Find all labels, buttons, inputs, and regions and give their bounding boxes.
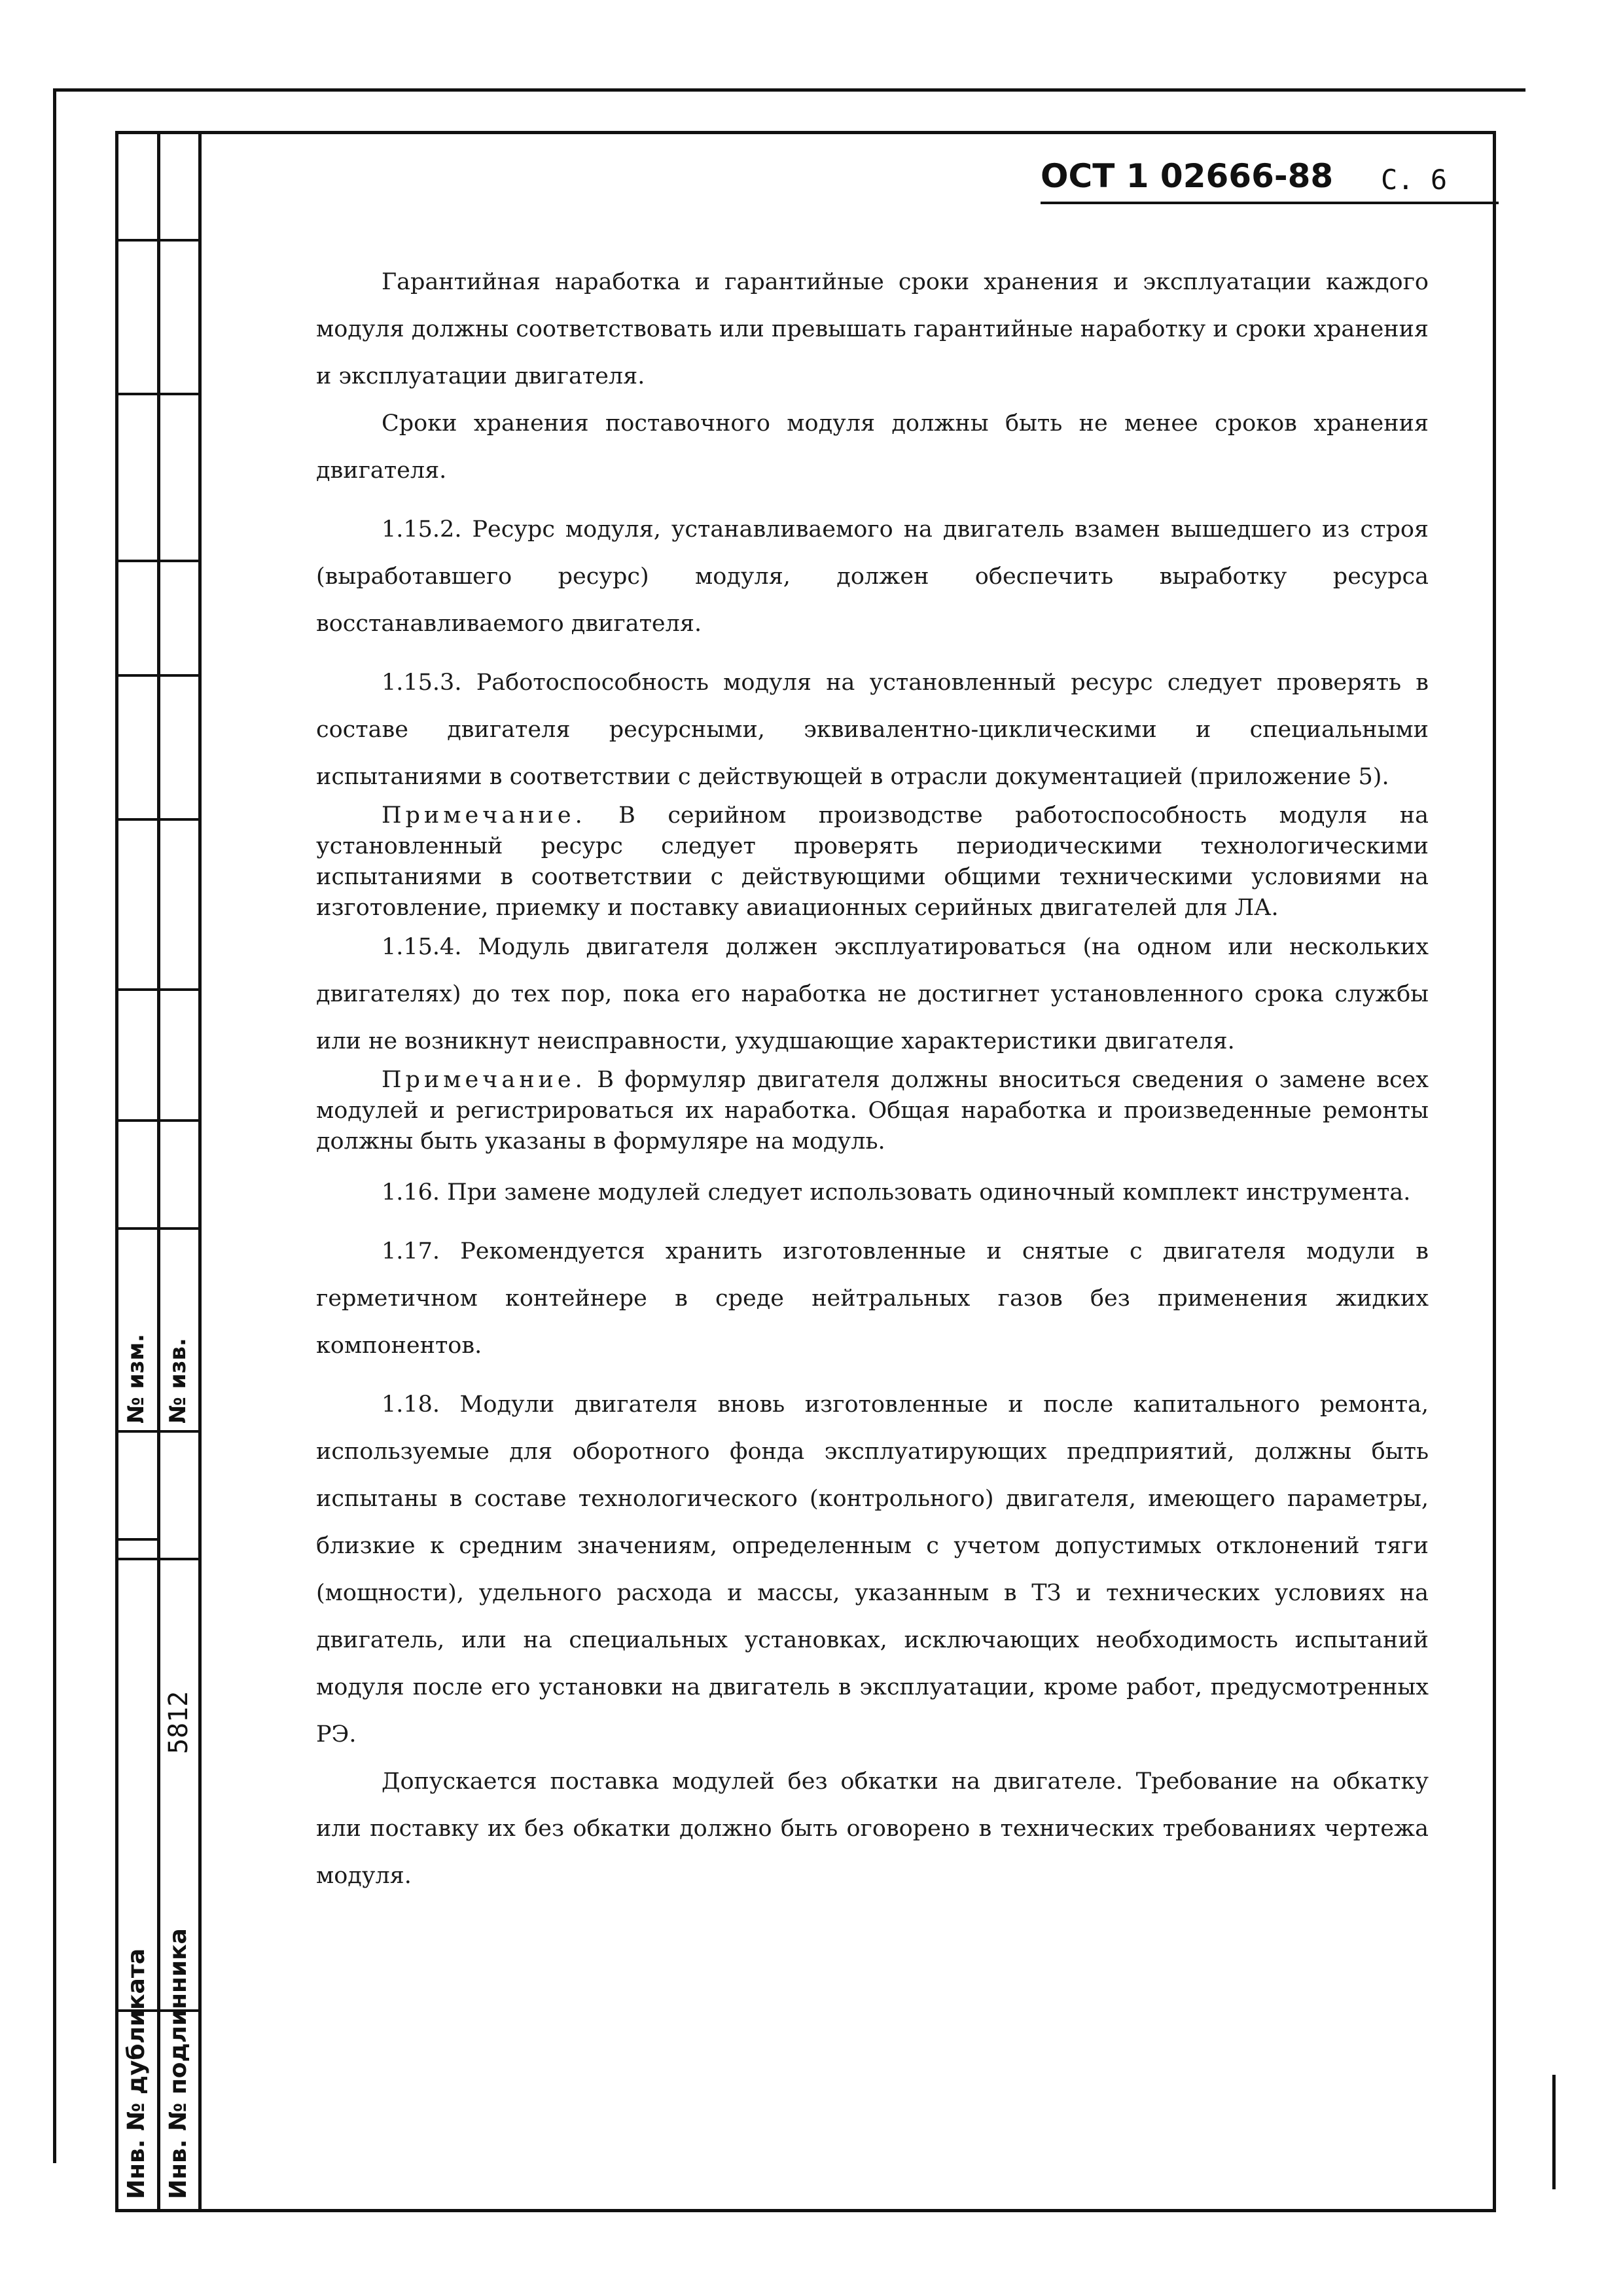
note-text: В серийном производстве работоспособность модуля на установленный ресурс следует проверять периодическими технологическими испытаниями в соответствии с действующими общими техническими условиями на изготовление, приемку и поставку авиационных серийных двигателей для ЛА. (316, 802, 1429, 921)
margin-cell-line (115, 393, 202, 395)
note-label: Примечание. (382, 802, 586, 829)
paragraph: Сроки хранения поставочного модуля должны быть не менее сроков хранения двигателя. (316, 410, 1429, 484)
outer-right-rule (1552, 2075, 1556, 2189)
margin-cell-line (115, 1119, 202, 1122)
margin-column-divider (198, 131, 202, 2212)
header-rule (1041, 202, 1499, 204)
margin-cell-line (115, 988, 202, 991)
paragraph-1-15-4: 1.15.4. Модуль двигателя должен эксплуатироваться (на одном или нескольких двигателях) до тех пор, пока его наработка не достигнет установленного срока службы или не возникнут неисправности, ухудшающие характеристики двигателя. (316, 934, 1429, 1054)
label-inv-dublikata: Инв. № дубликата (123, 1948, 150, 2199)
margin-cell-line (115, 818, 202, 821)
note (316, 800, 1429, 924)
label-izm: № изм. (123, 1333, 149, 1424)
document-code: ОСТ 1 02666-88 (1041, 157, 1334, 195)
note-text: В формуляр двигателя должны вноситься сведения о замене всех модулей и регистрироваться их наработка. Общая наработка и произведенные ремонты должны быть указаны в формуляре на модуль. (316, 1067, 1429, 1155)
margin-cell-line (115, 239, 202, 242)
margin-cell-line (115, 1430, 202, 1433)
paragraph-1-16: 1.16. При замене модулей следует использовать одиночный комплект инструмента. (382, 1179, 1411, 1206)
margin-cell-line (115, 1227, 202, 1230)
margin-cell-line (115, 674, 202, 677)
paragraph-1-17: 1.17. Рекомендуется хранить изготовленные и снятые с двигателя модули в герметичном контейнере в среде нейтральных газов без применения жидких компонентов. (316, 1238, 1429, 1359)
inv-number: 5812 (164, 1691, 194, 1754)
margin-cell-line (115, 560, 202, 562)
label-izv: № изв. (165, 1338, 191, 1424)
paragraph: Гарантийная наработка и гарантийные сроки хранения и эксплуатации каждого модуля должны соответствовать или превышать гарантийные наработку и сроки хранения и эксплуатации двигателя. (316, 269, 1429, 389)
document-body (316, 259, 1429, 1899)
paragraph-1-15-3: 1.15.3. Работоспособность модуля на установленный ресурс следует проверять в составе двигателя ресурсными, эквивалентно-циклическими и специальными испытаниями в соответствии с действующей в отрасли документацией (приложение 5). (316, 670, 1429, 790)
paragraph: Допускается поставка модулей без обкатки на двигателе. Требование на обкатку или поставку их без обкатки должно быть оговорено в технических требованиях чертежа модуля. (316, 1768, 1429, 1889)
outer-top-rule (53, 88, 1525, 92)
label-inv-podlinnika: Инв. № подлинника (165, 1928, 192, 2199)
paragraph-1-18: 1.18. Модули двигателя вновь изготовленные и после капитального ремонта, используемые для оборотного фонда эксплуатирующих предприятий, должны быть испытаны в составе технологического (контрольного) двигателя, имеющего параметры, близкие к средним значениям, определенным с учетом допустимых отклонений тяги (мощности), удельного расхода и массы, указанным в ТЗ и технических условиях на двигатель, или на специальных установках, исключающих необходимость испытаний модуля после его установки на двигатель в эксплуатации, кроме работ, предусмотренных РЭ. (316, 1391, 1429, 1748)
note (316, 1065, 1429, 1157)
outer-left-rule (53, 88, 56, 2163)
margin-cell-line (115, 1558, 202, 1560)
note-label: Примечание. (382, 1067, 586, 1093)
paragraph-1-15-2: 1.15.2. Ресурс модуля, устанавливаемого на двигатель взамен вышедшего из строя (выработавшего ресурс) модуля, должен обеспечить выработку ресурса восстанавливаемого двигателя. (316, 516, 1429, 637)
margin-cell-line (115, 1538, 158, 1541)
margin-column-divider (157, 131, 160, 2212)
page-number: С. 6 (1381, 164, 1448, 196)
